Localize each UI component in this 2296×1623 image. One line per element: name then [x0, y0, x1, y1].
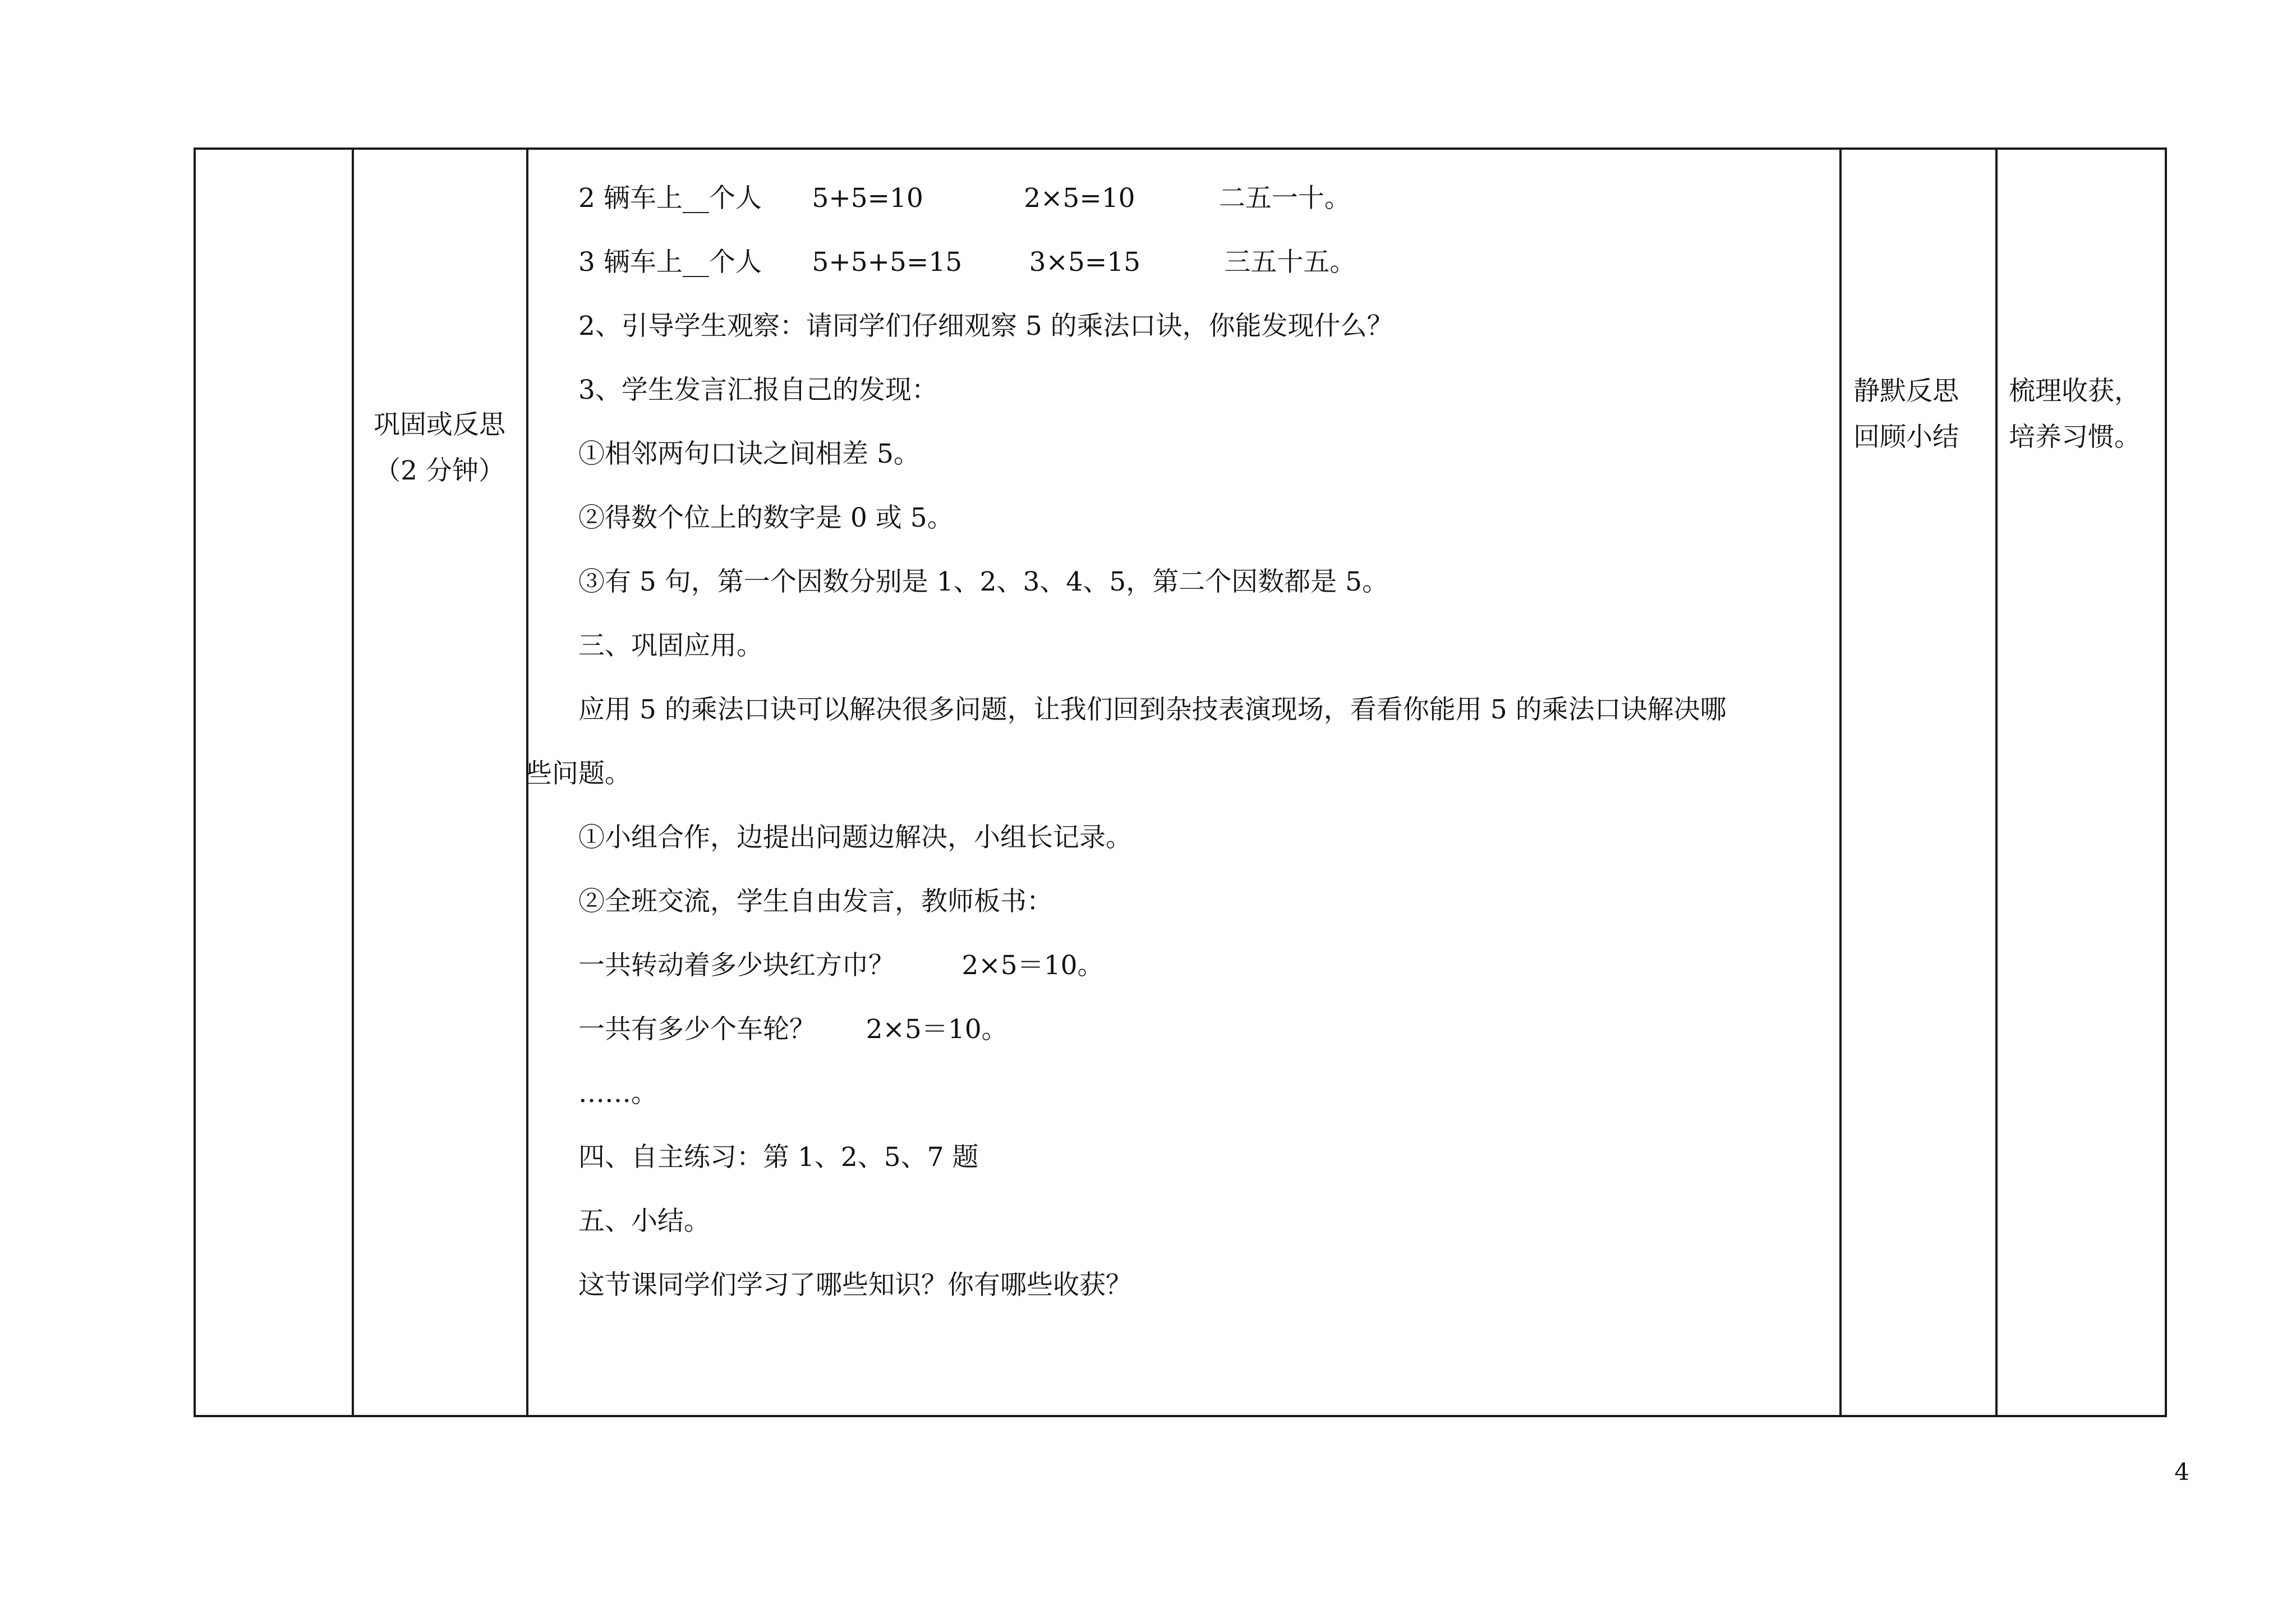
process-line: 3、学生发言汇报自己的发现：	[578, 375, 938, 405]
process-line: 一共转动着多少块红方巾？ 2×5＝10。	[578, 950, 1104, 981]
column-divider	[1995, 150, 1998, 1415]
stage-title: 巩固或反思	[374, 409, 505, 440]
process-line: ……。	[578, 1078, 657, 1109]
process-line: 一共有多少个车轮？ 2×5＝10。	[578, 1014, 1008, 1045]
design-intent-line: 培养习惯。	[2009, 422, 2141, 453]
process-line: 三、巩固应用。	[578, 630, 763, 661]
design-intent-cell	[2009, 368, 2160, 460]
student-activity-cell	[1853, 368, 1999, 460]
process-line: 3 辆车上__个人 5+5+5=15 3×5=15 三五十五。	[578, 247, 1356, 278]
process-line: 五、小结。	[578, 1206, 710, 1237]
process-line: ①相邻两句口诀之间相差 5。	[578, 439, 920, 469]
process-line: ②全班交流，学生自由发言，教师板书：	[578, 886, 1053, 917]
process-line: 些问题。	[526, 758, 631, 789]
process-line: 2 辆车上__个人 5+5=10 2×5=10 二五一十。	[578, 183, 1351, 214]
process-line: 四、自主练习：第 1、2、5、7 题	[578, 1142, 979, 1173]
teaching-process-cell	[526, 167, 1838, 1317]
process-line: ③有 5 句，第一个因数分别是 1、2、3、4、5，第二个因数都是 5。	[578, 566, 1389, 597]
page-number: 4	[2174, 1458, 2189, 1486]
lesson-table	[194, 147, 2167, 1417]
process-line: ②得数个位上的数字是 0 或 5。	[578, 502, 954, 533]
column-divider	[352, 150, 354, 1415]
process-line: ①小组合作，边提出问题边解决，小组长记录。	[578, 822, 1132, 853]
process-line: 应用 5 的乘法口诀可以解决很多问题，让我们回到杂技表演现场，看看你能用 5 的乘法口诀解决哪	[578, 694, 1727, 725]
stage-duration: （2 分钟）	[374, 455, 505, 486]
design-intent-line: 梳理收获，	[2009, 376, 2141, 407]
column-divider	[1839, 150, 1842, 1415]
student-activity-line: 静默反思	[1853, 376, 1959, 407]
process-line: 2、引导学生观察：请同学们仔细观察 5 的乘法口诀，你能发现什么？	[578, 311, 1393, 342]
stage-cell	[354, 402, 525, 494]
student-activity-line: 回顾小结	[1853, 422, 1959, 453]
process-line: 这节课同学们学习了哪些知识？你有哪些收获？	[578, 1270, 1132, 1301]
